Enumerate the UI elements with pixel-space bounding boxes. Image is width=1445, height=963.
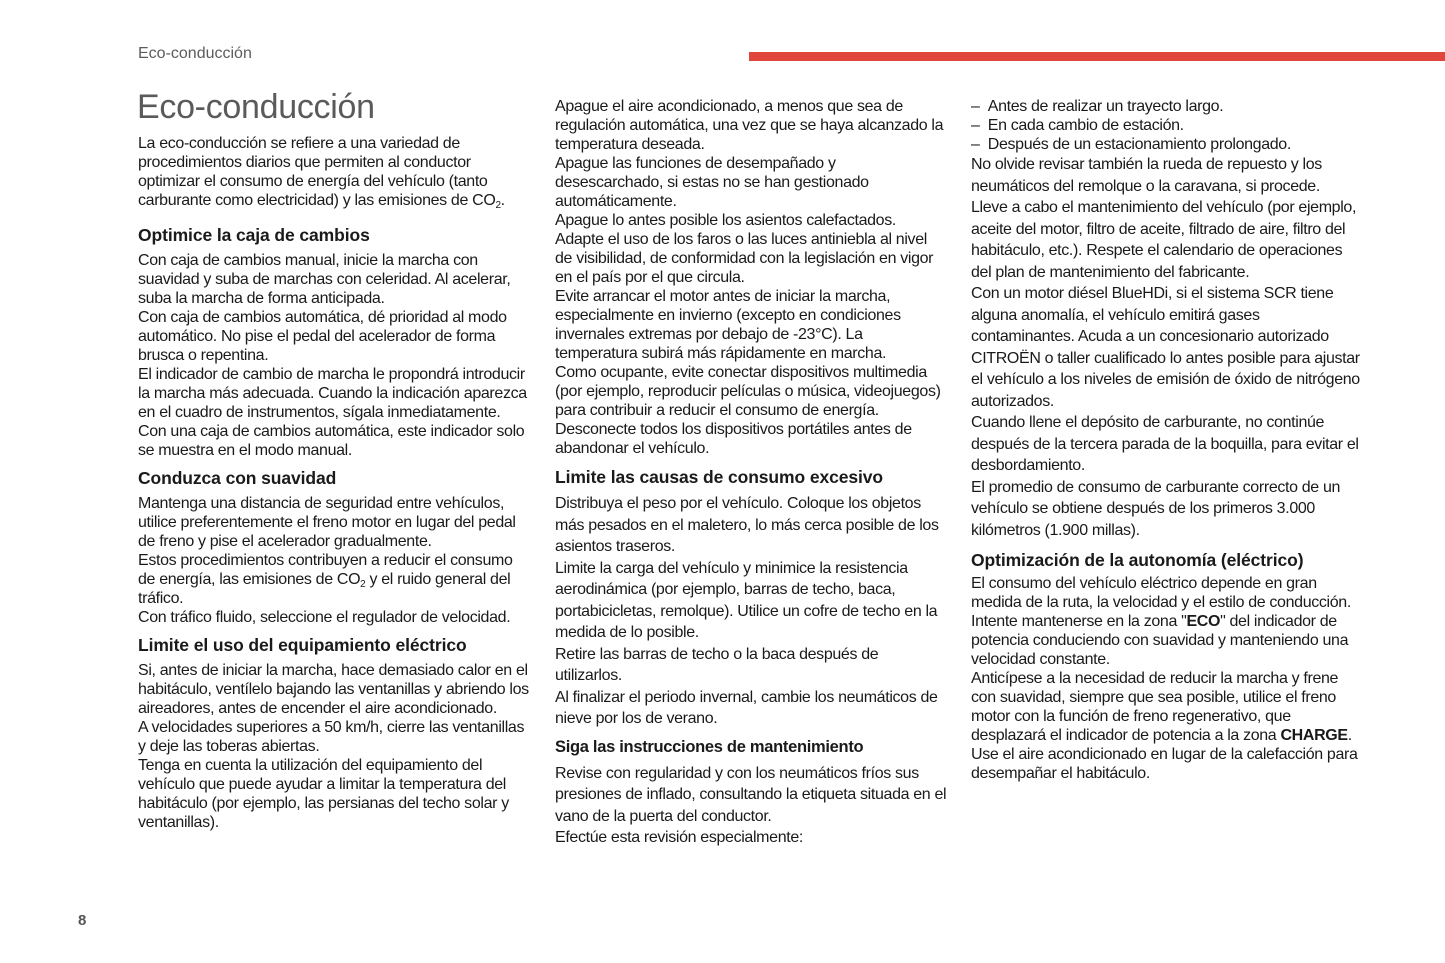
electrical-paragraph: Como ocupante, evite conectar dispositivos multimedia (por ejemplo, reproducir películas o música, videojuegos) para contribuir a reducir el consumo de energía. [555, 364, 941, 419]
autonomy-paragraph: Anticípese a la necesidad de reducir la marcha y frene con suavidad, siempre que sea posible, utilice el freno motor con la función de freno regenerativo, que desplazará el indicador de potencia a la zona CHARGE. [971, 670, 1352, 744]
list-item: – Después de un estacionamiento prolongado. [971, 135, 1363, 154]
list-item: – En cada cambio de estación. [971, 116, 1363, 135]
maintenance-paragraph: Efectúe esta revisión especialmente: [555, 829, 803, 846]
gearbox-paragraph: Con caja de cambios manual, inicie la marcha con suavidad y suba de marchas con celeridad. Al acelerar, suba la marcha de forma anticipada. [138, 252, 511, 307]
excess-paragraph: Distribuya el peso por el vehículo. Coloque los objetos más pesados en el maletero, lo más cerca posible de los asientos traseros. [555, 495, 939, 555]
gearbox-paragraph: Con caja de cambios automática, dé prioridad al modo automático. No pise el pedal del acelerador de forma brusca o repentina. [138, 309, 507, 364]
running-header: Eco-conducción [138, 45, 252, 62]
eco-zone-label: ECO [1186, 613, 1221, 630]
heading-autonomy: Optimización de la autonomía (eléctrico) [971, 550, 1304, 570]
electrical-paragraph: Apague el aire acondicionado, a menos que sea de regulación automática, una vez que se haya alcanzado la temperatura deseada. [555, 98, 944, 153]
gearbox-paragraph: Con una caja de cambios automática, este indicador solo se muestra en el modo manual. [138, 423, 525, 459]
electrical-paragraph: A velocidades superiores a 50 km/h, cierre las ventanillas y deje las toberas abiertas. [138, 719, 525, 755]
maintenance-paragraph: Cuando llene el depósito de carburante, no continúe después de la tercera parada de la boquilla, para evitar el desbordamiento. [971, 414, 1359, 474]
autonomy-paragraph: Use el aire acondicionado en lugar de la calefacción para desempañar el habitáculo. [971, 746, 1358, 782]
maintenance-paragraph: No olvide revisar también la rueda de repuesto y los neumáticos del remolque o la caravana, si procede. [971, 156, 1322, 195]
column-3 [971, 97, 1363, 783]
charge-zone-label: CHARGE [1280, 727, 1348, 744]
maintenance-paragraph: Con un motor diésel BlueHDi, si el sistema SCR tiene alguna anomalía, el vehículo emitirá gases contaminantes. Acuda a un concesionario autorizado CITROËN o taller cualificado lo antes posible para ajustar el vehículo a los niveles de emisión de óxido de nitrógeno autorizados. [971, 285, 1360, 410]
page-number: 8 [78, 912, 87, 929]
heading-gearbox: Optimice la caja de cambios [138, 225, 370, 245]
maintenance-paragraph: Lleve a cabo el mantenimiento del vehículo (por ejemplo, aceite del motor, filtro de aceite, filtrado de aire, filtro del habitáculo, etc.). Respete el calendario de operaciones del plan de mantenimiento del fabricante. [971, 199, 1357, 281]
heading-excess-consumption: Limite las causas de consumo excesivo [555, 467, 883, 487]
maintenance-checklist [971, 97, 1363, 154]
maintenance-paragraph: El promedio de consumo de carburante correcto de un vehículo se obtiene después de los primeros 3.000 kilómetros (1.900 millas). [971, 478, 1341, 539]
smooth-paragraph: Mantenga una distancia de seguridad entre vehículos, utilice preferentemente el freno motor en lugar del pedal de freno y pise el acelerador gradualmente. [138, 495, 516, 550]
maintenance-paragraph: Revise con regularidad y con los neumáticos fríos sus presiones de inflado, consultando la etiqueta situada en el vano de la puerta del conductor. [555, 764, 947, 825]
electrical-paragraph: Adapte el uso de los faros o las luces antiniebla al nivel de visibilidad, de conformidad con la legislación en vigor en el país por el que circula. [555, 231, 934, 286]
autonomy-paragraph: El consumo del vehículo eléctrico depende en gran medida de la ruta, la velocidad y el estilo de conducción. [971, 575, 1351, 611]
electrical-paragraph: Si, antes de iniciar la marcha, hace demasiado calor en el habitáculo, ventílelo bajando las ventanillas y abriendo los aireadores, antes de encender el aire acondicionado. [138, 662, 529, 717]
column-1 [138, 134, 530, 832]
electrical-paragraph: Evite arrancar el motor antes de iniciar la marcha, especialmente en invierno (excepto en condiciones invernales extremas por debajo de -23°C). La temperatura subirá más rápidamente en marcha. [555, 288, 901, 362]
excess-paragraph: Retire las barras de techo o la baca después de utilizarlos. [555, 645, 879, 684]
smooth-paragraph: Con tráfico fluido, seleccione el regulador de velocidad. [138, 609, 511, 626]
heading-electrical: Limite el uso del equipamiento eléctrico [138, 635, 467, 655]
column-2 [555, 97, 947, 849]
electrical-paragraph: Desconecte todos los dispositivos portátiles antes de abandonar el vehículo. [555, 421, 912, 457]
smooth-paragraph: Estos procedimientos contribuyen a reducir el consumo de energía, las emisiones de $CO_2$ y el ruido general del tráfico. [138, 552, 513, 607]
electrical-paragraph: Apague lo antes posible los asientos calefactados. [555, 212, 896, 229]
page-title: Eco-conducción [137, 88, 375, 126]
electrical-paragraph: Tenga en cuenta la utilización del equipamiento del vehículo que puede ayudar a limitar la temperatura del habitáculo (por ejemplo, las persianas del techo solar y ventanillas). [138, 757, 509, 831]
excess-paragraph: Al finalizar el periodo invernal, cambie los neumáticos de nieve por los de verano. [555, 688, 938, 727]
list-item: – Antes de realizar un trayecto largo. [971, 97, 1363, 116]
excess-paragraph: Limite la carga del vehículo y minimice la resistencia aerodinámica (por ejemplo, barras de techo, baca, portabicicletas, remolque). Utilice un cofre de techo en la medida de lo posible. [555, 559, 938, 641]
intro-paragraph: La eco-conducción se refiere a una variedad de procedimientos diarios que permiten al conductor optimizar el consumo de energía del vehículo (tanto carburante como electricidad) y las emisiones de $CO_2$. [138, 135, 505, 211]
heading-smooth-driving: Conduzca con suavidad [138, 468, 337, 488]
gearbox-paragraph: El indicador de cambio de marcha le propondrá introducir la marcha más adecuada. Cuando la indicación aparezca en el cuadro de instrumentos, sígala inmediatamente. [138, 366, 527, 421]
heading-maintenance: Siga las instrucciones de mantenimiento [555, 737, 864, 756]
autonomy-paragraph: Intente mantenerse en la zona "ECO" del indicador de potencia conduciendo con suavidad y manteniendo una velocidad constante. [971, 613, 1349, 668]
header-accent-bar [749, 52, 1445, 61]
electrical-paragraph: Apague las funciones de desempañado y desescarchado, si estas no se han gestionado automáticamente. [555, 155, 869, 210]
